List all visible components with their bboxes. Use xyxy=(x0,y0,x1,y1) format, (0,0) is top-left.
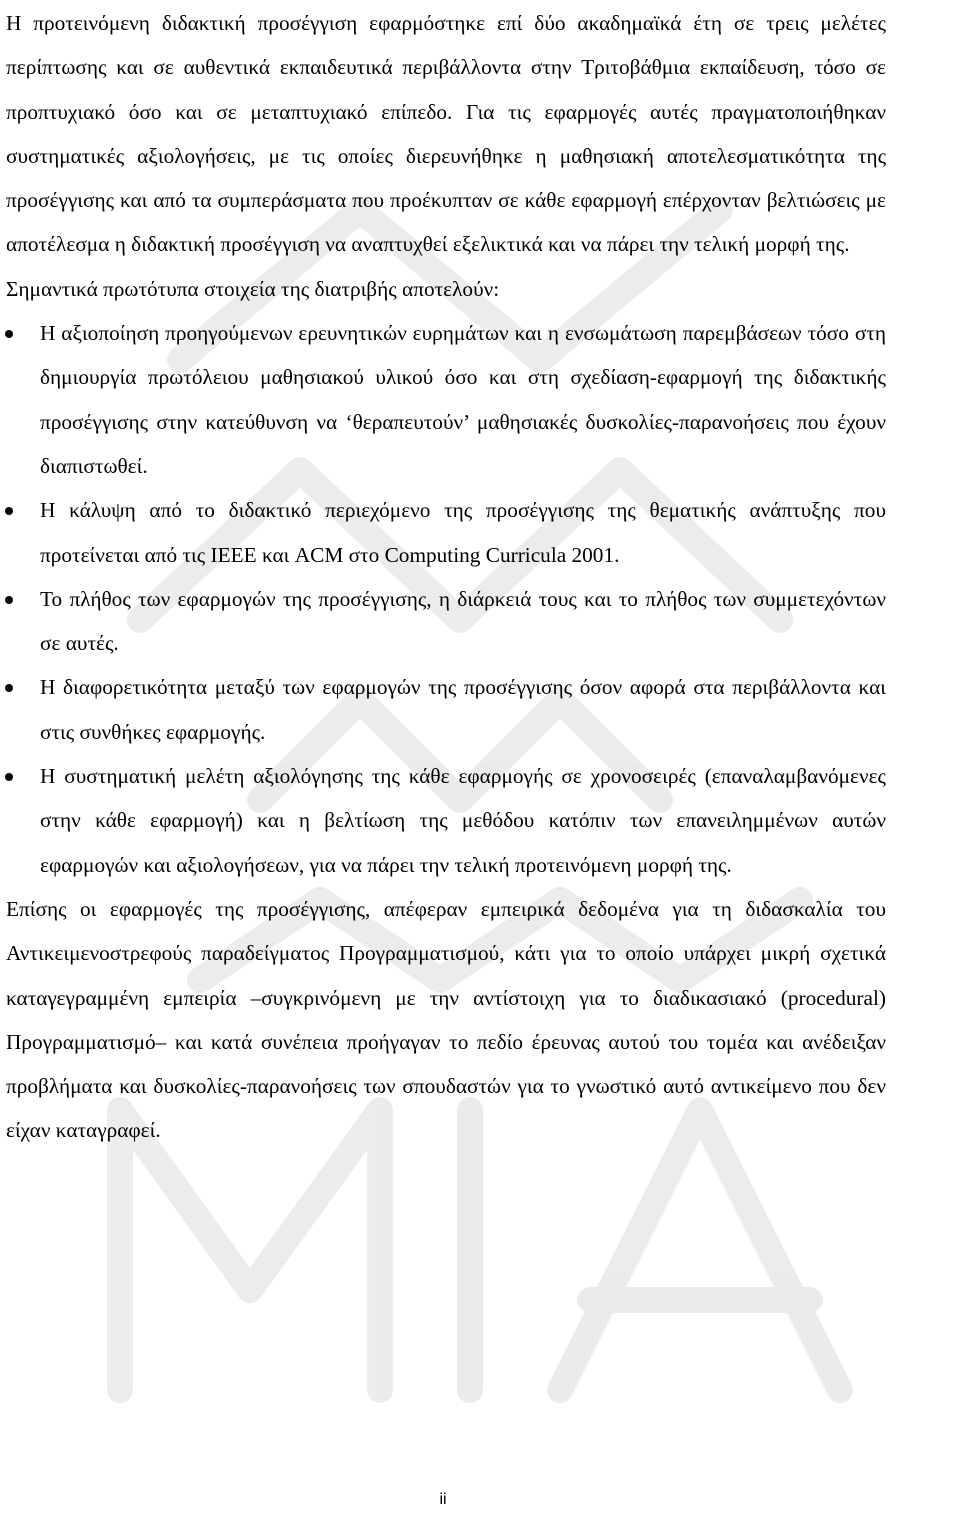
bullet-icon xyxy=(5,330,13,338)
list-item: Η αξιοποίηση προηγούμενων ερευνητικών ευρημάτων και η ενσωμάτωση παρεμβάσεων τόσο στη δημιουργία πρωτόλειου μαθησιακού υλικού όσο και στη σχεδίαση-εφαρμογή της διδακτικής προσέγγισης στην κατεύθυνση να ‘θεραπευτούν’ μαθησιακές δυσκολίες-παρανοήσεις που έχουν διαπιστωθεί. xyxy=(6,311,886,488)
list-item: Το πλήθος των εφαρμογών της προσέγγισης, η διάρκειά τους και το πλήθος των συμμετεχόντων σε αυτές. xyxy=(6,577,886,666)
document-body xyxy=(6,0,886,1153)
list-item: Η διαφορετικότητα μεταξύ των εφαρμογών της προσέγγισης όσον αφορά στα περιβάλλοντα και στις συνθήκες εφαρμογής. xyxy=(6,665,886,754)
intro-paragraph: Η προτεινόμενη διδακτική προσέγγιση εφαρμόστηκε επί δύο ακαδημαϊκά έτη σε τρεις μελέτες περίπτωσης και σε αυθεντικά εκπαιδευτικά περιβάλλοντα στην Τριτοβάθμια εκπαίδευση, τόσο σε προπτυχιακό όσο και σε μεταπτυχιακό επίπεδο. Για τις εφαρμογές αυτές πραγματοποιήθηκαν συστηματικές αξιολογήσεις, με τις οποίες διερευνήθηκε η μαθησιακή αποτελεσματικότητα της προσέγγισης και από τα συμπεράσματα που προέκυπταν σε κάθε εφαρμογή επέρχονταν βελτιώσεις με αποτέλεσμα η διδακτική προσέγγιση να αναπτυχθεί εξελικτικά και να πάρει την τελική μορφή της. xyxy=(6,11,886,257)
contributions-list xyxy=(6,311,886,887)
closing-paragraph: Επίσης οι εφαρμογές της προσέγγισης, απέφεραν εμπειρικά δεδομένα για τη διδασκαλία του Αντικειμενοστρεφούς παραδείγματος Προγραμματισμού, κάτι για το οποίο υπάρχει μικρή σχετικά καταγεγραμμένη εμπειρία –συγκρινόμενη με την αντίστοιχη για το διαδικασιακό (procedural) Προγραμματισμό– και κατά συνέπεια προήγαγαν το πεδίο έρευνας αυτού του τομέα και ανέδειξαν προβλήματα και δυσκολίες-παρανοήσεις των σπουδαστών για το γνωστικό αυτό αντικείμενο που δεν είχαν καταγραφεί. xyxy=(6,896,886,1143)
list-heading: Σημαντικά πρωτότυπα στοιχεία της διατριβής αποτελούν: xyxy=(6,276,500,301)
bullet-icon xyxy=(5,684,13,692)
bullet-icon xyxy=(5,596,13,604)
list-item: Η κάλυψη από το διδακτικό περιεχόμενο της προσέγγισης της θεματικής ανάπτυξης που προτείνεται από τις IEEE και ACM στο Computing Curricula 2001. xyxy=(6,488,886,577)
bullet-icon xyxy=(5,507,13,515)
bullet-icon xyxy=(5,773,13,781)
page-number: ii xyxy=(439,1491,447,1508)
list-item: Η συστηματική μελέτη αξιολόγησης της κάθε εφαρμογής σε χρονοσειρές (επαναλαμβανόμενες στην κάθε εφαρμογή) και η βελτίωση της μεθόδου κατόπιν των επανειλημμένων αυτών εφαρμογών και αξιολογήσεων, για να πάρει την τελική προτεινόμενη μορφή της. xyxy=(6,754,886,887)
